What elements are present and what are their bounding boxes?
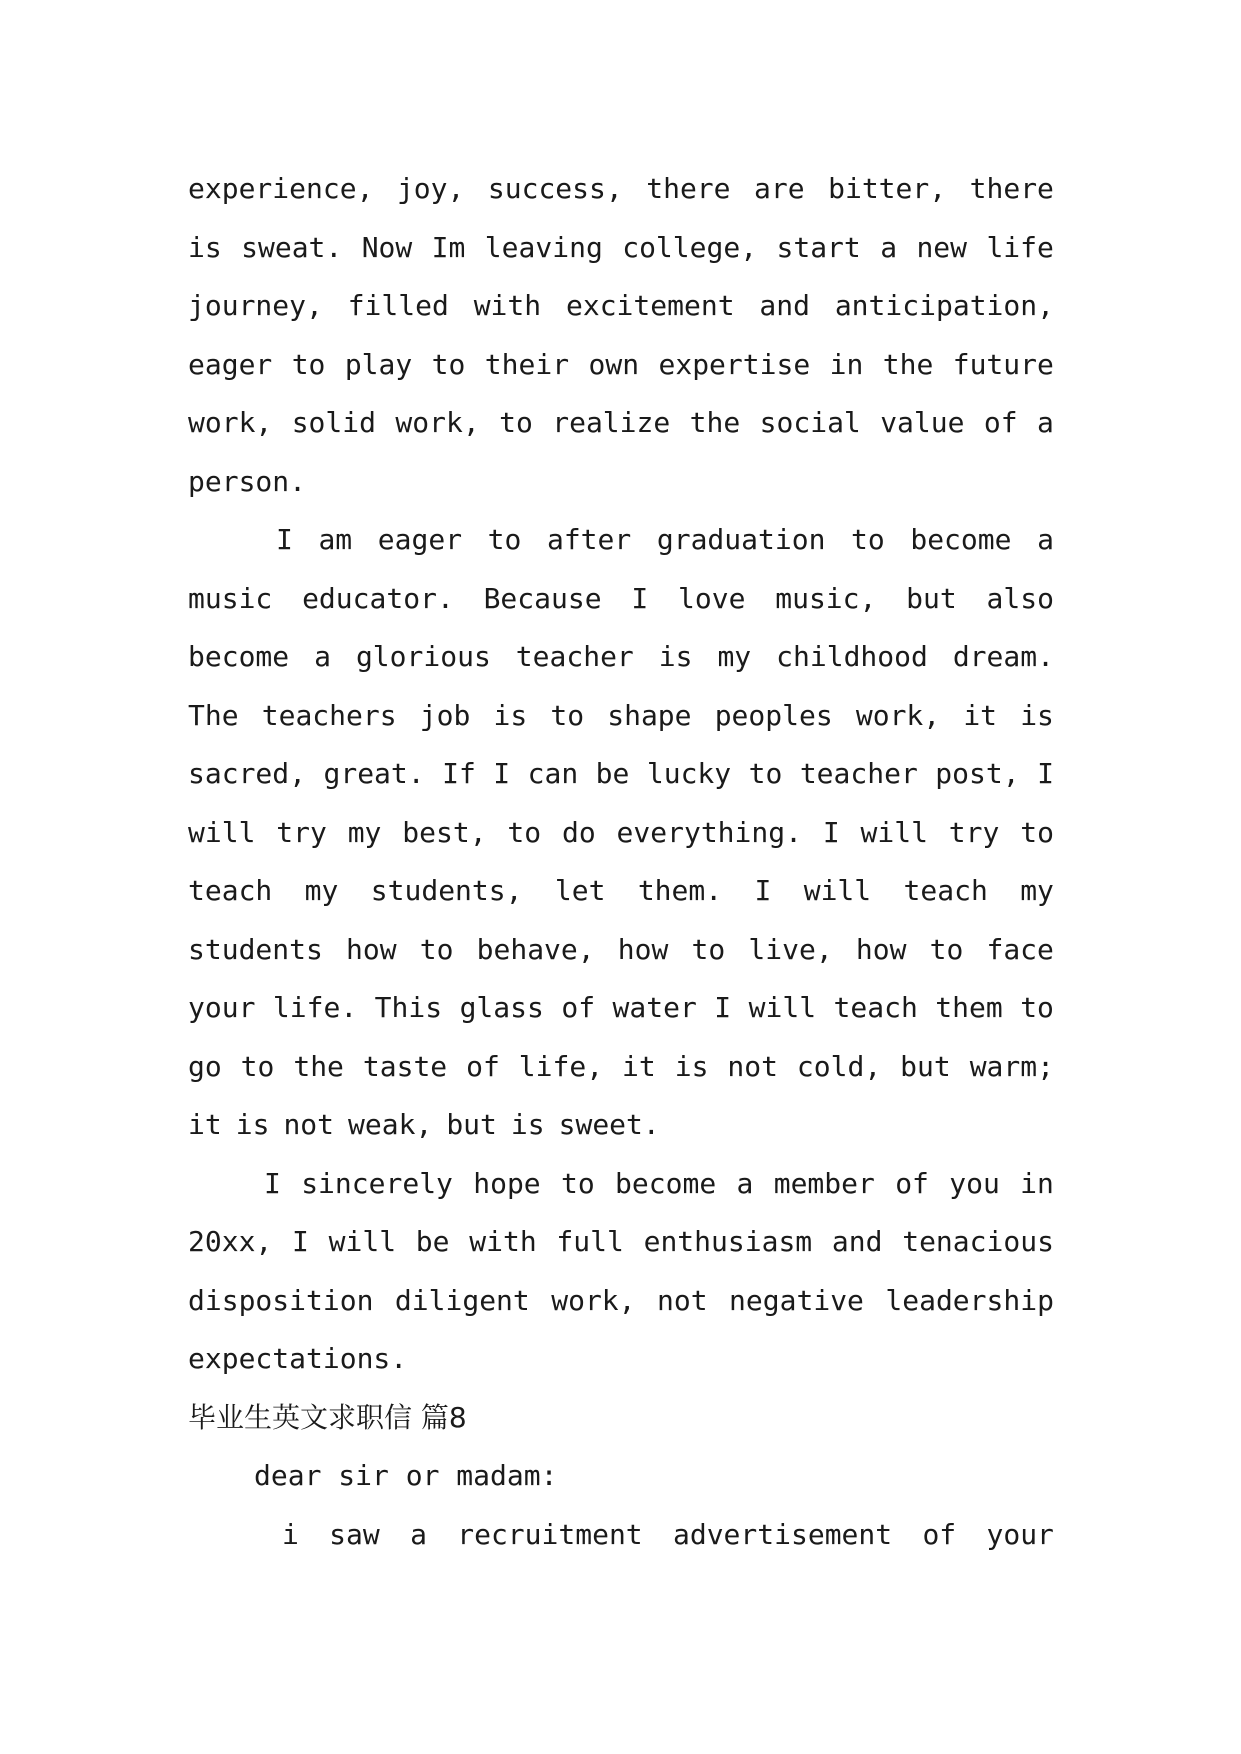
word: sweat. [241,230,343,264]
word: work, [551,1283,636,1317]
word: to [507,815,542,849]
text-line [188,160,1054,219]
text-line [188,745,1054,804]
word: let [554,874,606,907]
text-line [188,1506,1054,1565]
word: best, [402,815,487,849]
word: a [736,1166,754,1200]
word: teacher [799,757,918,790]
word: and [831,1225,883,1258]
word: The [188,698,239,732]
word: is [658,640,693,673]
word: a [1037,406,1054,439]
word: educator. [302,581,454,615]
word: not [283,1108,335,1141]
word: am [318,523,353,556]
word: my [1020,874,1054,907]
word: life, [518,1049,604,1083]
word: a [314,640,331,673]
word: Now [361,230,413,264]
word: social [759,406,861,439]
word: peoples [714,698,833,732]
word: work, [188,406,273,439]
word: but [900,1049,951,1083]
word: expectations. [188,1342,408,1375]
word: 20xx, [188,1225,273,1258]
word: advertisement [672,1517,893,1551]
word: the [882,347,934,381]
word: negative [729,1283,864,1317]
word: warm; [969,1049,1054,1083]
word: with [469,1225,537,1258]
word: member [773,1166,875,1200]
word: disposition [188,1283,374,1317]
word: childhood [776,640,928,673]
text-line [188,1096,1054,1155]
text-line [188,862,1054,921]
word: there [646,172,731,205]
word: job [419,698,471,732]
word: will [860,815,928,849]
text-line [188,804,1054,863]
word: success, [487,172,623,205]
word: sweet. [558,1108,660,1141]
word: experience, [188,172,374,205]
word: face [986,932,1054,966]
text-line [188,570,1054,629]
word: to [550,698,585,732]
word: students, [370,874,523,907]
word: journey, [188,289,323,322]
word: joy, [396,172,465,205]
word: to [561,1166,595,1200]
word: live, [748,932,833,966]
word: are [754,172,805,205]
word: of [983,406,1018,439]
text-line [188,979,1054,1038]
word: everything. [616,815,802,849]
word: but [906,581,957,615]
word: do [561,815,596,849]
word: life. [272,991,358,1024]
text-line [188,511,1054,570]
word: life [986,230,1054,264]
word: graduation [656,523,826,556]
word: I [754,874,772,907]
word: tenacious [902,1225,1054,1258]
word: I [276,523,293,556]
word: hope [473,1166,541,1200]
word: I [1037,757,1054,790]
word: is [510,1108,545,1141]
word: you [949,1166,1000,1200]
word: i [282,1517,299,1551]
word: to [748,757,783,790]
word: will [803,874,872,907]
word: my [717,640,752,673]
word: will [748,991,817,1024]
word: sincerely [301,1166,453,1200]
word: I [292,1225,309,1258]
word: will [328,1225,397,1258]
word: leaving [484,230,603,264]
word: college, [622,230,758,264]
word: with [473,289,542,322]
word: value [880,406,965,439]
word: new [916,230,968,264]
word: person. [188,464,307,498]
word: work, [855,698,941,732]
word: teach [188,874,273,907]
letter-body [188,160,1054,1564]
word: of [561,991,596,1024]
word: excitement [565,289,735,322]
word: music [188,581,273,615]
word: recruitment [457,1517,643,1551]
text-line [188,277,1054,336]
word: the [293,1049,344,1083]
word: is [1020,698,1054,732]
word: but [446,1108,497,1141]
word: eager [377,523,463,556]
word: play [344,347,413,381]
word: become [910,523,1012,556]
word: cold, [796,1049,882,1083]
word: start [776,230,861,264]
word: This [374,991,443,1024]
word: If [442,757,476,790]
word: to [487,523,522,556]
word: in [829,347,864,381]
word: to [851,523,885,556]
word: teachers [261,698,397,732]
word: be [595,757,630,790]
word: leadership [885,1283,1054,1317]
word: dream. [952,640,1054,673]
word: how [855,932,907,966]
word: great. [323,757,425,790]
word: become [615,1166,717,1200]
word: taste [362,1049,448,1083]
word: future [952,347,1054,381]
word: try [276,815,327,849]
word: teach [903,874,988,907]
text-line [188,219,1054,278]
word: teacher [515,640,634,673]
word: also [986,581,1054,615]
word: of [895,1166,929,1200]
text-line [188,394,1054,453]
word: glorious [355,640,491,673]
word: them. [637,874,723,907]
word: bitter, [828,172,947,205]
word: will [188,815,256,849]
word: I [264,1166,281,1200]
word: work, [395,406,480,439]
word: is [235,1108,270,1141]
word: to [691,932,726,966]
word: own [588,347,640,381]
text-line [188,1330,1054,1389]
word: solid [291,406,376,439]
word: how [346,932,397,966]
section-heading: 毕业生英文求职信 篇8 [188,1400,467,1434]
word: to [499,406,533,439]
word: music, [775,581,877,615]
word: enthusiasm [643,1225,813,1258]
word: post, [935,757,1020,790]
word: to [431,347,466,381]
word: shape [607,698,692,732]
word: in [1020,1166,1054,1200]
word: expertise [658,347,811,381]
word: Because [483,581,602,615]
word: to [240,1049,275,1083]
word: teach [833,991,918,1024]
word: not [657,1283,708,1317]
word: a [880,230,898,264]
text-line [188,628,1054,687]
word: water [612,991,697,1024]
text-line [188,1038,1054,1097]
word: there [969,172,1054,205]
word: to [291,347,326,381]
text-line [188,453,1054,512]
word: to [1020,815,1054,849]
word: go [188,1049,222,1083]
word: a [1037,523,1054,556]
text-line [188,1155,1054,1214]
word: the [689,406,741,439]
word: to [929,932,964,966]
word: Im [431,230,466,264]
word: your [986,1517,1054,1551]
word: is [188,230,222,264]
word: not [727,1049,778,1083]
word: and [759,289,810,322]
word: become [188,640,290,673]
text-line [188,1213,1054,1272]
word: try [948,815,1000,849]
word: weak, [348,1108,433,1141]
word: I [631,581,649,615]
word: full [556,1225,624,1258]
word: them [935,991,1003,1024]
word: I [822,815,840,849]
word: be [415,1225,450,1258]
word: my [304,874,339,907]
word: it [188,1108,222,1141]
salutation: dear sir or madam: [254,1459,558,1492]
word: my [347,815,382,849]
text-line [188,1272,1054,1331]
word: filled [347,289,449,322]
word: sacred, [188,757,307,790]
word: of [466,1049,500,1083]
word: behave, [476,932,595,966]
word: saw [329,1517,380,1551]
text-line [188,336,1054,395]
word: I [493,757,511,790]
word: your [188,991,256,1024]
word: their [484,347,570,381]
word: diligent [394,1283,530,1317]
word: realize [552,406,671,439]
word: is [674,1049,709,1083]
word: of [922,1517,957,1551]
word: love [678,581,746,615]
word: lucky [646,757,732,790]
word: it [622,1049,656,1083]
word: how [617,932,669,966]
word: can [527,757,579,790]
text-line [188,687,1054,746]
word: eager [188,347,273,381]
word: students [188,932,323,966]
text-line [188,921,1054,980]
word: a [410,1517,427,1551]
word: anticipation, [834,289,1054,322]
word: to [1020,991,1054,1024]
word: glass [459,991,544,1024]
word: after [546,523,632,556]
word: I [714,991,732,1024]
word: to [419,932,454,966]
word: it [963,698,998,732]
word: is [493,698,528,732]
